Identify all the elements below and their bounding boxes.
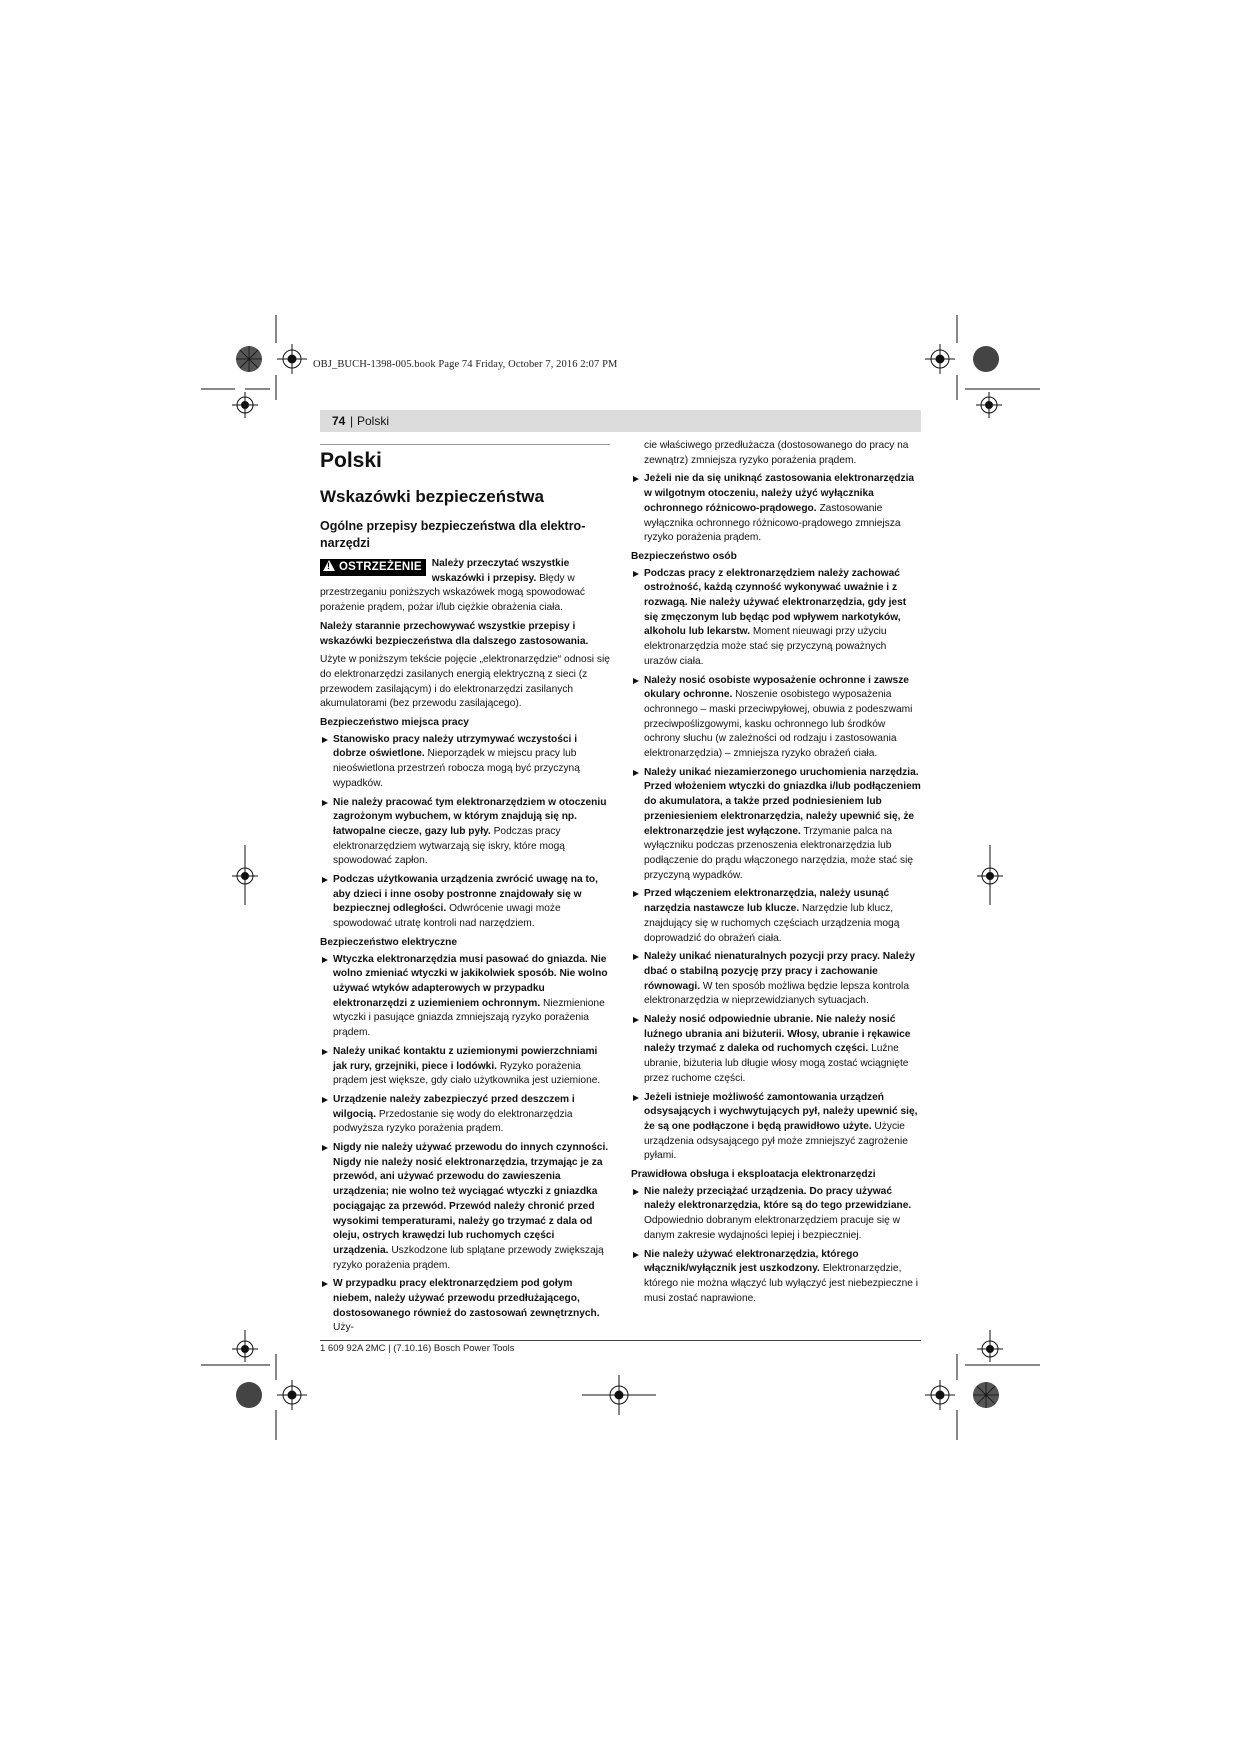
- target-top-left: [236, 346, 262, 372]
- page-number: 74: [332, 414, 346, 428]
- doc-title: Polski: [320, 449, 382, 472]
- left-column: [320, 446, 612, 1340]
- warning-label: !OSTRZEŻENIE: [320, 559, 426, 576]
- list-item: Wtyczka elektronarzędzia musi pasować do gniazda. Nie wolno zmieniać wtyczki w jakikolwiek sposób. Nie wolno używać wtyków adapterowych w przypadku elektronarzędzi z uziemieniem ochronnym. Niezmienione wtyczki i pasujące gniazda zmniejszają ryzyko porażenia prądem.: [320, 953, 612, 1041]
- header-language: Polski: [357, 414, 390, 428]
- list-item: Należy nosić odpowiednie ubranie. Nie należy nosić luźnego ubrania ani biżuterii. Włosy, ubranie i rękawice należy trzymać z daleka od ruchomych części. Luźne ubranie, biżuteria lub długie włosy mogą zostać wciągnięte przez ruchome części.: [631, 1013, 921, 1087]
- list-item: Należy unikać nienaturalnych pozycji przy pracy. Należy dbać o stabilną pozycję przy pracy i zachowanie równowagi. W ten sposób możliwa będzie lepsza kontrola elektronarzędzia w nieprzewidzianych sytuacjach.: [631, 950, 921, 1009]
- crop-mark-left-middle: [232, 845, 258, 905]
- continued-text: cie właściwego przedłużacza (dostosowanego do pracy na zewnątrz) zmniejsza ryzyko porażenia prądem.: [644, 440, 909, 466]
- list-item: Podczas pracy z elektronarzędziem należy zachować ostrożność, każdą czynność wykonywać uważnie i z rozwagą. Nie należy używać elektronarzędzia, gdy jest się zmęczonym lub będąc pod wpływem narkotyków, alkoholu lub lekarstw. Moment nieuwagi przy użyciu elektronarzędzia może stać się przyczyną poważnych urazów ciała.: [631, 567, 921, 670]
- page-header: [320, 410, 921, 432]
- list-item: Nigdy nie należy używać przewodu do innych czynności. Nigdy nie należy nosić elektronarzędzia, trzymając je za przewód, ani używać przewodu do zawieszenia urządzenia; nie wolno też wyciągać wtyczki z gniazdka pociągając za przewód. Przewód należy chronić przed wysokimi temperaturami, należy go trzymać z dala od oleju, ostrych krawędzi lub ruchomych części urządzenia. Uszkodzone lub splątane przewody zwiększają ryzyko porażenia prądem.: [320, 1141, 612, 1273]
- crop-mark-top-right: [925, 315, 1040, 418]
- title-rule: [320, 444, 610, 445]
- keep-instructions: Należy starannie przechowywać wszystkie przepisy i wskazówki bezpieczeństwa dla dalszego zastosowania.: [320, 620, 589, 647]
- print-slug: OBJ_BUCH-1398-005.book Page 74 Friday, October 7, 2016 2:07 PM: [313, 359, 618, 370]
- work-area-heading: Bezpieczeństwo miejsca pracy: [320, 717, 469, 729]
- target-bottom-right: [973, 1382, 999, 1408]
- warning-block: [320, 557, 612, 616]
- list-item: Nie należy pracować tym elektronarzędziem w otoczeniu zagrożonym wybuchem, w którym znajdują się np. łatwopalne ciecze, gazy lub pyły. Podczas pracy elektronarzędziem wytwarzają się iskry, które mogą spowodować zapłon.: [320, 796, 612, 870]
- list-item: Należy nosić osobiste wyposażenie ochronne i zawsze okulary ochronne. Noszenie osobistego wyposażenia ochronnego – maski przeciwpyłowej, obuwia z podeszwami przeciwpoślizgowymi, kasku ochronnego lub środków ochrony słuchu (w zależności od rodzaju i zastosowania elektronarzędzia) – zmniejsza ryzyko obrażeń ciała.: [631, 674, 921, 762]
- right-column: [631, 439, 921, 1310]
- crop-mark-right-middle: [977, 845, 1003, 905]
- crop-mark-top-left: [201, 315, 307, 418]
- usage-list: [631, 1185, 921, 1307]
- list-item: Jeżeli nie da się uniknąć zastosowania elektronarzędzia w wilgotnym otoczeniu, należy użyć wyłącznika ochronnego różnicowo-prądowego. Zastosowanie wyłącznika ochronnego różnicowo-prądowego zmniejsza ryzyko porażenia prądem.: [631, 472, 921, 546]
- crop-mark-bottom-right: [925, 1330, 1040, 1440]
- electrical-list-continued: [631, 472, 921, 546]
- warning-bold: Należy przeczytać wszystkie wskazówki i przepisy.: [431, 558, 570, 584]
- list-item: Jeżeli istnieje możliwość zamontowania urządzeń odsysających i wychwytujących pył, należy upewnić się, że są one podłączone i będą prawidłowo użyte. Użycie urządzenia odsysającego pył może zmniejszyć zagrożenie pyłami.: [631, 1091, 921, 1165]
- list-item: Przed włączeniem elektronarzędzia, należy usunąć narzędzia nastawcze lub klucze. Narzędzie lub klucz, znajdujący się w ruchomych częściach urządzenia mogą doprowadzić do obrażeń ciała.: [631, 887, 921, 946]
- definition-text: Użyte w poniższym tekście pojęcie „elektronarzędzie“ odnosi się do elektronarzędzi zasilanych energią elektryczną z sieci (z przewodem zasilającym) i do elektronarzędzi zasilanych akumulatorami (bez przewodu zasilającego).: [320, 654, 610, 710]
- crop-mark-bottom-left: [201, 1330, 307, 1440]
- page-footer: 1 609 92A 2MC | (7.10.16) Bosch Power Tools: [320, 1343, 515, 1354]
- list-item: Nie należy używać elektronarzędzia, którego włącznik/wyłącznik jest uszkodzony. Elektronarzędzie, którego nie można włączyć lub wyłączyć jest niebezpieczne i musi zostać naprawione.: [631, 1248, 921, 1307]
- personal-heading: Bezpieczeństwo osób: [631, 550, 737, 562]
- target-top-right: [973, 346, 999, 372]
- electrical-heading: Bezpieczeństwo elektryczne: [320, 936, 458, 948]
- target-bottom-left: [236, 1382, 262, 1408]
- warning-text: Błędy w przestrzeganiu poniższych wskazówek mogą spowodować porażenie prądem, pożar i/lub ciężkie obrażenia ciała.: [320, 572, 586, 614]
- list-item: Stanowisko pracy należy utrzymywać wczystości i dobrze oświetlone. Nieporządek w miejscu pracy lub nieoświetlona przestrzeń robocza mogą być przyczyną wypadków.: [320, 733, 612, 792]
- list-item: Podczas użytkowania urządzenia zwrócić uwagę na to, aby dzieci i inne osoby postronne znajdowały się w bezpiecznej odległości. Odwrócenie uwagi może spowodować utratę kontroli nad narzędziem.: [320, 873, 612, 932]
- footer-rule: [320, 1340, 921, 1341]
- electrical-list: [320, 953, 612, 1337]
- work-area-list: [320, 733, 612, 932]
- warning-icon: [323, 560, 335, 571]
- section-title: Wskazówki bezpieczeństwa: [320, 487, 544, 506]
- list-item: Nie należy przeciążać urządzenia. Do pracy używać należy elektronarzędzia, które są do tego przewidziane. Odpowiednio dobranym elektronarzędziem pracuje się w danym zakresie wydajności lepiej i bezpieczniej.: [631, 1185, 921, 1244]
- crop-mark-bottom-center: [582, 1375, 656, 1415]
- list-item: W przypadku pracy elektronarzędziem pod gołym niebem, należy używać przewodu przedłużającego, dostosowanego również do zastosowań zewnętrznych. Uży-: [320, 1277, 612, 1336]
- list-item: Należy unikać kontaktu z uziemionymi powierzchniami jak rury, grzejniki, piece i lodówki. Ryzyko porażenia prądem jest większe, gdy ciało użytkownika jest uziemione.: [320, 1045, 612, 1089]
- personal-list: [631, 567, 921, 1164]
- usage-heading: Prawidłowa obsługa i eksploatacja elektronarzędzi: [631, 1169, 876, 1181]
- subsection-title: Ogólne przepisy bezpieczeństwa dla elektro-narzędzi: [320, 519, 586, 550]
- list-item: Należy unikać niezamierzonego uruchomienia narzędzia. Przed włożeniem wtyczki do gniazdka i/lub podłączeniem do akumulatora, a także przed podniesieniem lub przeniesieniem elektronarzędzia, należy upewnić się, że elektronarzędzie jest wyłączone. Trzymanie palca na wyłączniku podczas przenoszenia elektronarzędzia lub podłączenie do prądu włączonego narzędzia, może stać się przyczyną wypadków.: [631, 766, 921, 884]
- list-item: Urządzenie należy zabezpieczyć przed deszczem i wilgocią. Przedostanie się wody do elektronarzędzia podwyższa ryzyko porażenia prądem.: [320, 1093, 612, 1137]
- header-separator: |: [350, 414, 354, 428]
